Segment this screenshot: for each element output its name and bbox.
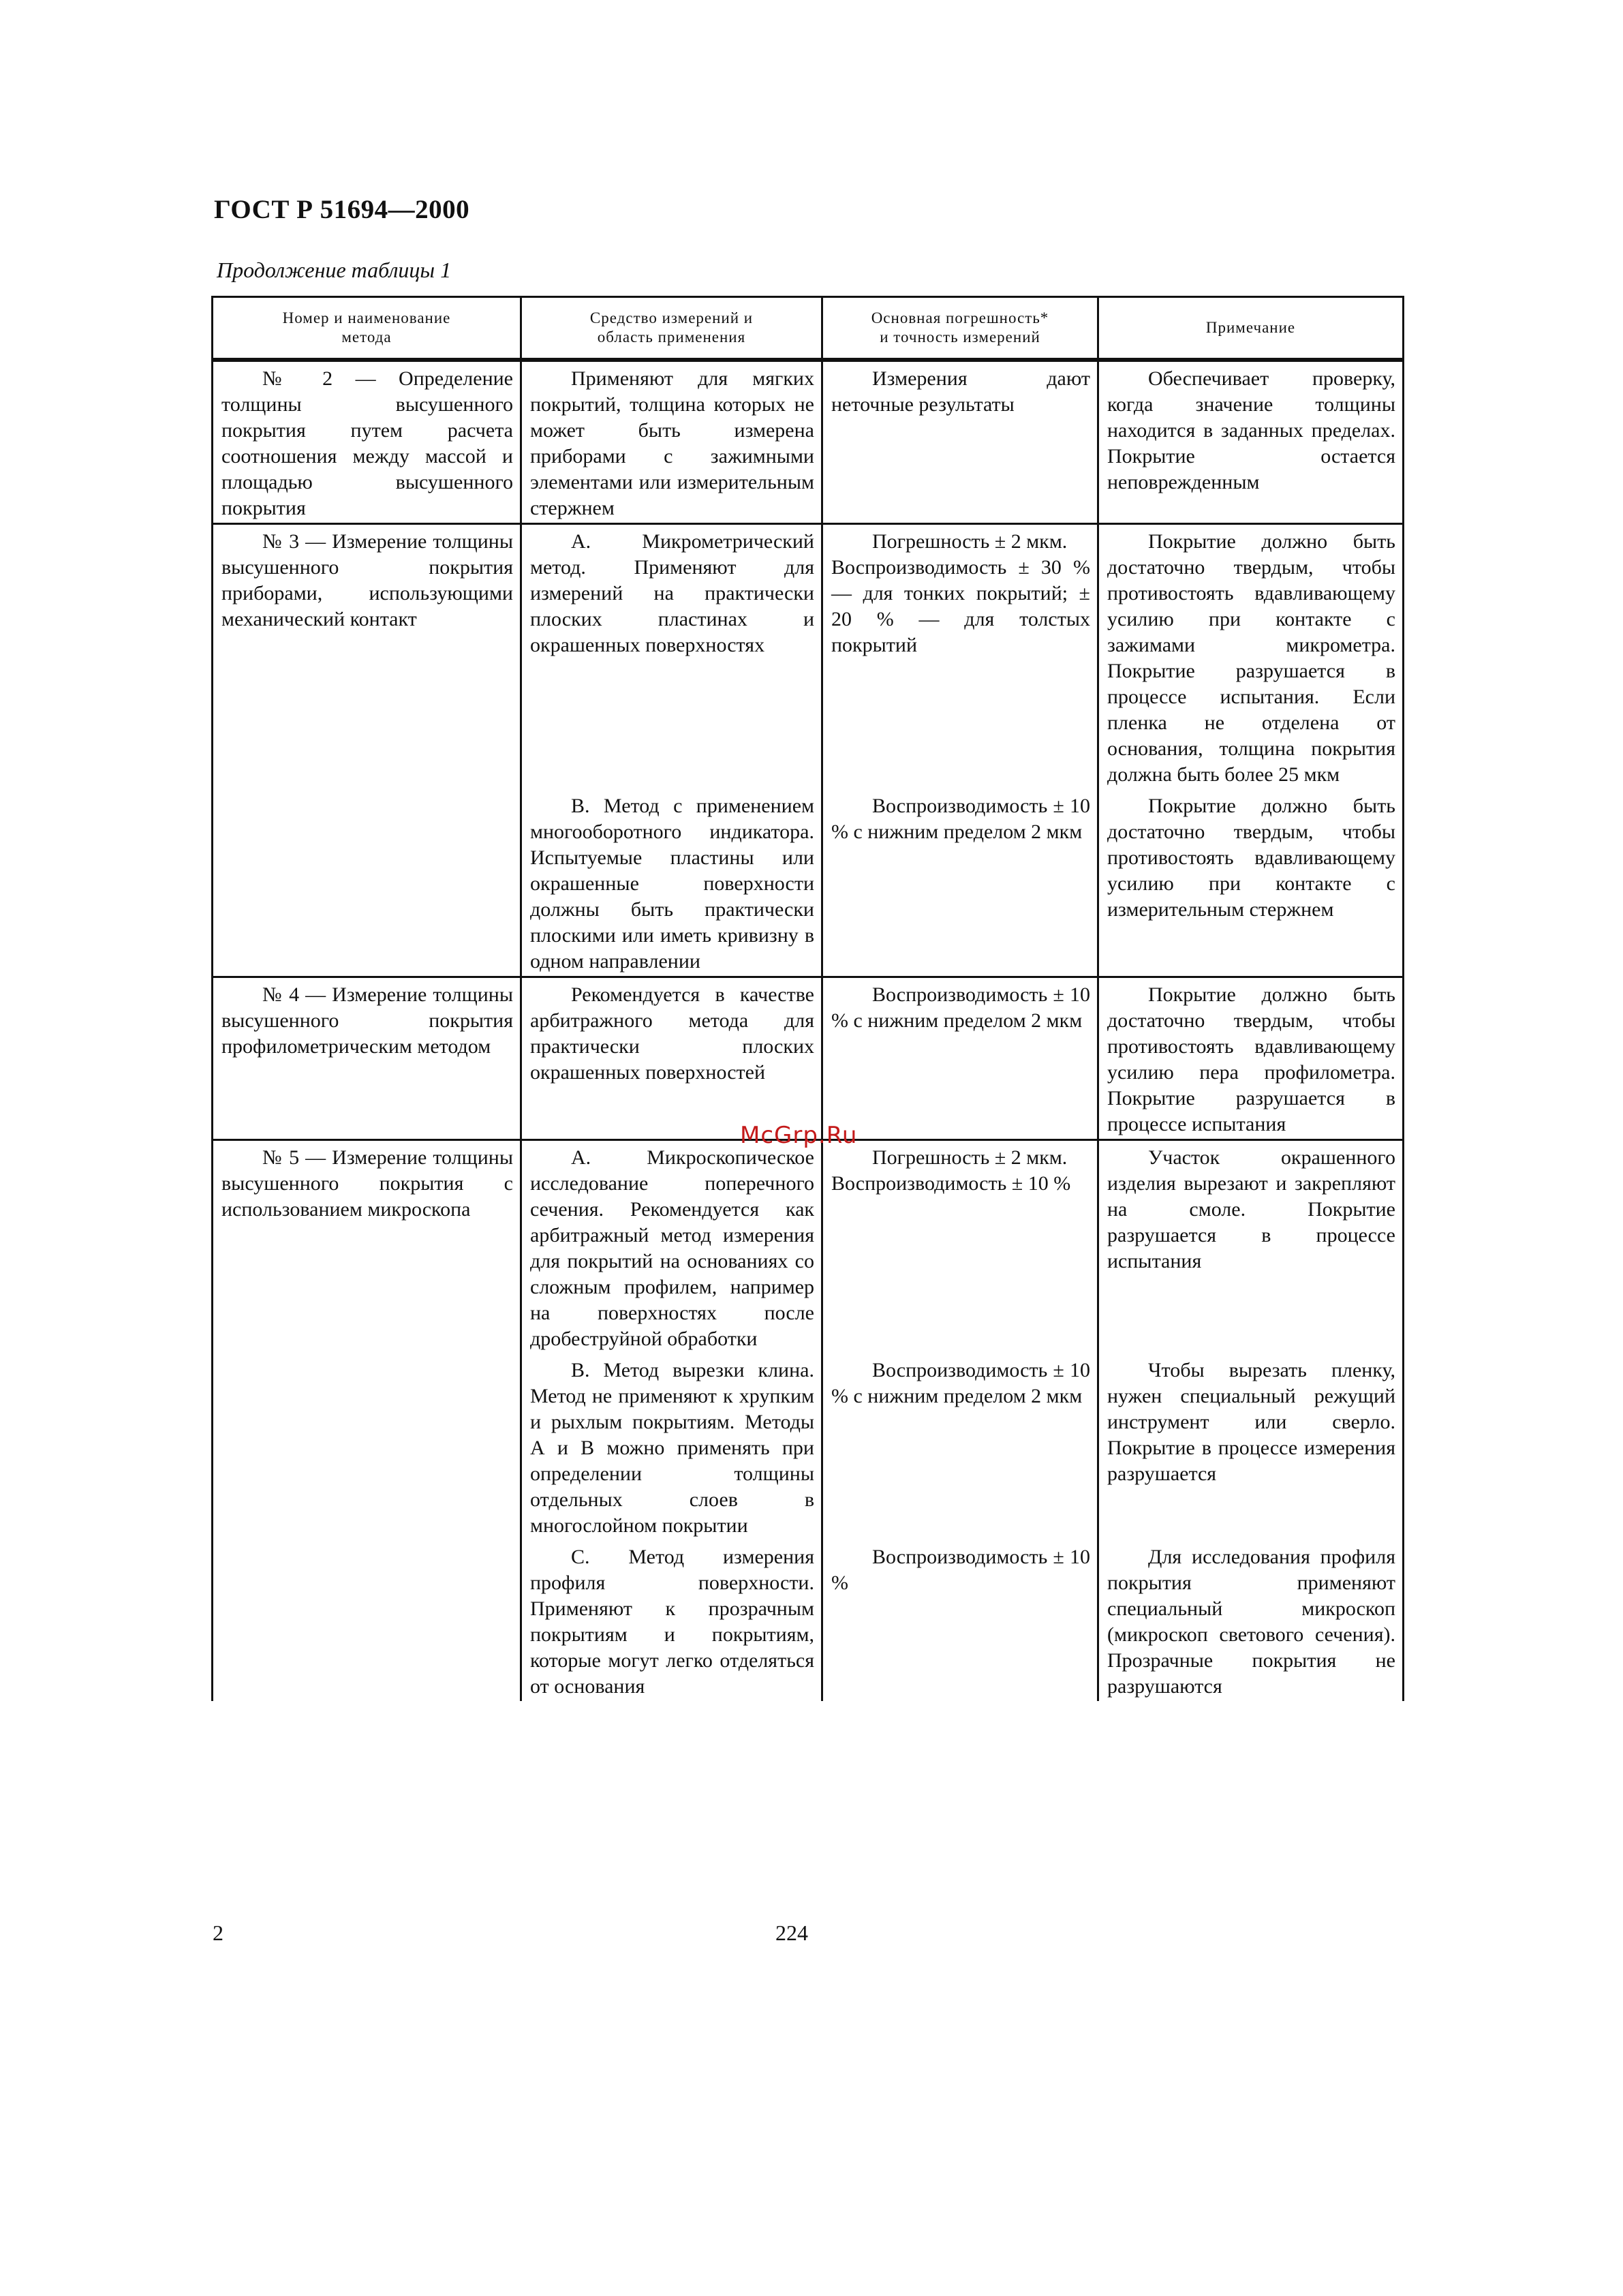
table-caption: Продолжение таблицы 1 xyxy=(217,258,452,282)
method-cell xyxy=(213,1353,521,1540)
note-cell: Для исследования профиля покрытия применяют специальный микроскоп (микроскоп светового сечения). Прозрачные покрытия не разрушаются xyxy=(1098,1540,1404,1701)
table-row xyxy=(213,1540,1404,1701)
means-cell: А. Микрометрический метод. Применяют для измерений на практически плоских пластинах и окрашенных поверхностях xyxy=(521,524,822,790)
note-cell: Обеспечивает проверку, когда значение толщины находится в заданных пределах. Покрытие остается неповрежденным xyxy=(1098,360,1404,524)
accuracy-cell: Воспроизводимость ± 10 % с нижним пределом 2 мкм xyxy=(822,977,1098,1140)
page-number-center: 224 xyxy=(775,1920,808,1945)
method-cell: № 4 — Измерение толщины высушенного покрытия профилометрическим методом xyxy=(213,977,521,1140)
page-number-left: 2 xyxy=(213,1920,223,1945)
note-cell: Покрытие должно быть достаточно твердым, чтобы противостоять вдавливающему усилию пера профилометра. Покрытие разрушается в процессе испытания xyxy=(1098,977,1404,1140)
accuracy-cell: Погрешность ± 2 мкм. Воспроизводимость ± 10 % xyxy=(822,1140,1098,1354)
method-cell: № 3 — Измерение толщины высушенного покрытия приборами, использующими механический контакт xyxy=(213,524,521,790)
column-header-means: Средство измерений и область применения xyxy=(521,297,822,361)
means-cell: А. Микроскопическое исследование поперечного сечения. Рекомендуется как арбитражный метод измерения для покрытий на основаниях со сложным профилем, например на поверхностях после дробеструйной обработки xyxy=(521,1140,822,1354)
table-row xyxy=(213,360,1404,524)
method-cell: № 2 — Определение толщины высушенного покрытия путем расчета соотношения между массой и площадью высушенного покрытия xyxy=(213,360,521,524)
watermark-text: McGrp.Ru xyxy=(740,1122,858,1149)
accuracy-cell: Воспроизводимость ± 10 % с нижним пределом 2 мкм xyxy=(822,789,1098,977)
column-header-accuracy: Основная погрешность* и точность измерений xyxy=(822,297,1098,361)
table-row xyxy=(213,1353,1404,1540)
accuracy-cell: Измерения дают неточные результаты xyxy=(822,360,1098,524)
column-header-method: Номер и наименование метода xyxy=(213,297,521,361)
table-row xyxy=(213,977,1404,1140)
method-cell xyxy=(213,789,521,977)
accuracy-cell: Воспроизводимость ± 10 % с нижним пределом 2 мкм xyxy=(822,1353,1098,1540)
means-cell: С. Метод измерения профиля поверхности. Применяют к прозрачным покрытиям и покрытиям, которые могут легко отделяться от основания xyxy=(521,1540,822,1701)
methods-table xyxy=(211,296,1404,1701)
table-header-row xyxy=(213,297,1404,361)
column-header-note: Примечание xyxy=(1098,297,1404,361)
accuracy-cell: Воспроизводимость ± 10 % xyxy=(822,1540,1098,1701)
means-cell: Применяют для мягких покрытий, толщина которых не может быть измерена приборами с зажимными элементами или измерительным стержнем xyxy=(521,360,822,524)
means-cell: Рекомендуется в качестве арбитражного метода для практически плоских окрашенных поверхностей xyxy=(521,977,822,1140)
table-row xyxy=(213,789,1404,977)
means-cell: В. Метод с применением многооборотного индикатора. Испытуемые пластины или окрашенные поверхности должны быть практически плоскими или иметь кривизну в одном направлении xyxy=(521,789,822,977)
note-cell: Покрытие должно быть достаточно твердым, чтобы противостоять вдавливающему усилию при контакте с измерительным стержнем xyxy=(1098,789,1404,977)
table-row xyxy=(213,524,1404,790)
means-cell: В. Метод вырезки клина. Метод не применяют к хрупким и рыхлым покрытиям. Методы А и В можно применять при определении толщины отдельных слоев в многослойном покрытии xyxy=(521,1353,822,1540)
method-cell: № 5 — Измерение толщины высушенного покрытия с использованием микроскопа xyxy=(213,1140,521,1354)
accuracy-cell: Погрешность ± 2 мкм. Воспроизводимость ± 30 % — для тонких покрытий; ± 20 % — для толстых покрытий xyxy=(822,524,1098,790)
note-cell: Покрытие должно быть достаточно твердым, чтобы противостоять вдавливающему усилию при контакте с зажимами микрометра. Покрытие разрушается в процессе испытания. Если пленка не отделена от основания, толщина покрытия должна быть более 25 мкм xyxy=(1098,524,1404,790)
note-cell: Участок окрашенного изделия вырезают и закрепляют на смоле. Покрытие разрушается в процессе испытания xyxy=(1098,1140,1404,1354)
note-cell: Чтобы вырезать пленку, нужен специальный режущий инструмент или сверло. Покрытие в процессе измерения разрушается xyxy=(1098,1353,1404,1540)
method-cell xyxy=(213,1540,521,1701)
document-header: ГОСТ Р 51694—2000 xyxy=(214,195,470,224)
table-row xyxy=(213,1140,1404,1354)
